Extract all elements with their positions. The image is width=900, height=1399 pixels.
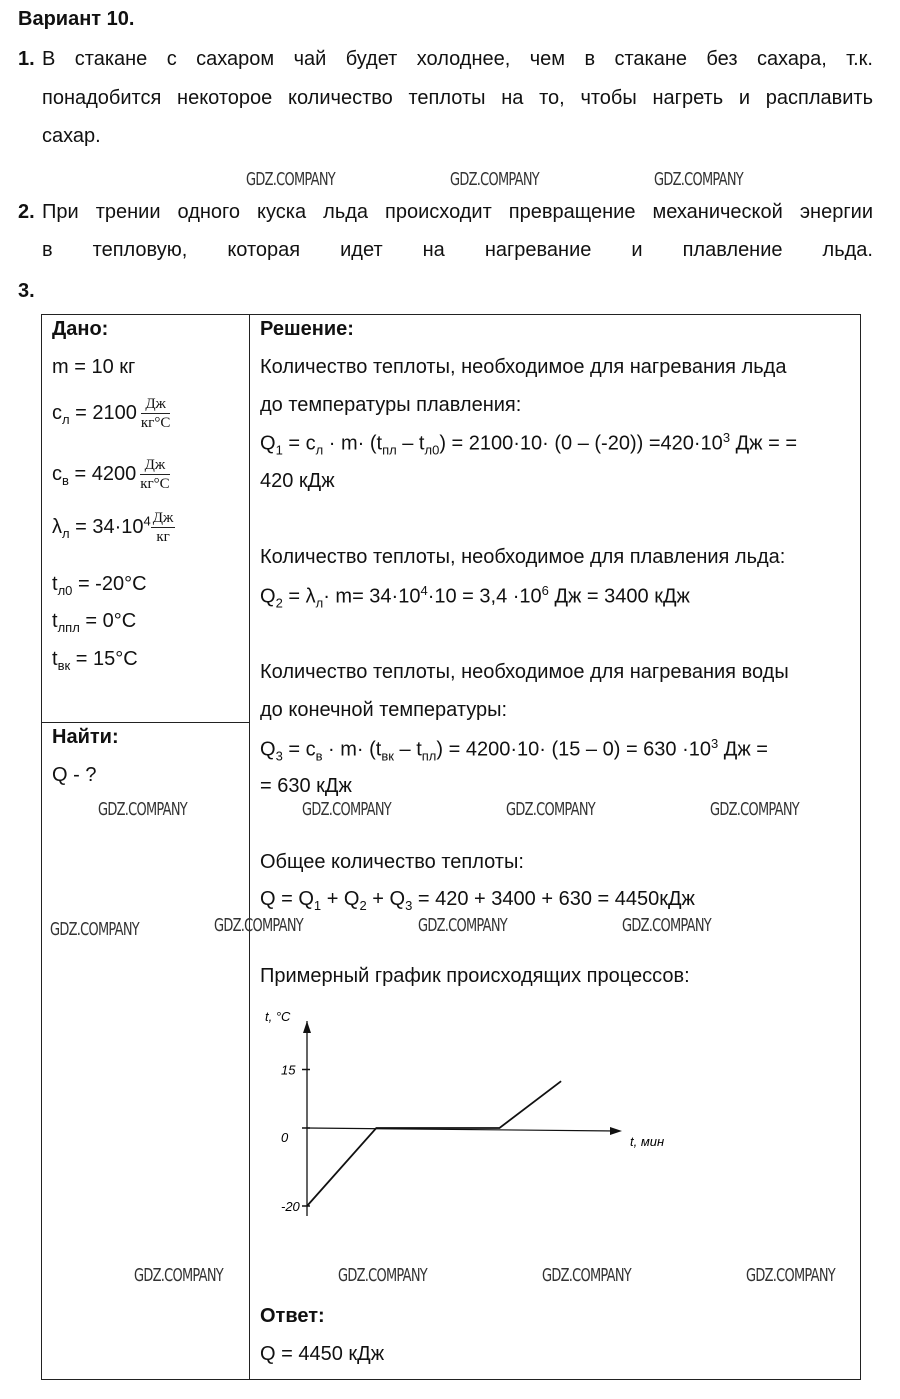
formula-q3: $Q_3 = c_в \cdot m\cdot (t_{вк} - t_{пл}) = 4200\cdot 10\cdot (15 - 0) = 630 \cdot 10^3$ Дж = <box>260 736 768 764</box>
given-m: m = 10 кг <box>52 356 136 378</box>
given-tfinal: $t_{вк} = 15^\circ C$ <box>52 648 138 673</box>
watermark: GDZ.COMPANY <box>418 915 507 936</box>
answer-value: Q = 4450 кДж <box>260 1343 385 1365</box>
graph-caption: Примерный график происходящих процессов: <box>260 965 690 987</box>
y-tick-label: 0 <box>281 1130 289 1145</box>
y-tick-label: -20 <box>281 1199 300 1214</box>
watermark: GDZ.COMPANY <box>506 799 595 820</box>
q1-number: 1. <box>18 48 35 70</box>
q2-line2: в тепловую, которая идет на нагревание и плавление льда. <box>42 239 873 261</box>
formula-q2: $Q_2 = \lambda_л\cdot m= 34\cdot 10^4\cdot 10 = 3,4 \cdot 10^6$ Дж = 3400 кДж <box>260 583 690 611</box>
x-axis-arrow <box>610 1127 622 1135</box>
given-c-water: $c_в = 4200$ $\frac{Дж}{кг^\circ C}$ <box>52 457 170 492</box>
formula-total: $Q = Q_1 + Q_2 + Q_3 = 420 + 3400 + 630 = 4450кДж$ <box>260 888 695 913</box>
watermark: GDZ.COMPANY <box>622 915 711 936</box>
watermark: GDZ.COMPANY <box>50 919 139 940</box>
watermark: GDZ.COMPANY <box>450 169 539 190</box>
watermark: GDZ.COMPANY <box>214 915 303 936</box>
y-axis-arrow <box>303 1021 311 1033</box>
given-cell <box>42 315 249 722</box>
watermark: GDZ.COMPANY <box>302 799 391 820</box>
watermark: GDZ.COMPANY <box>134 1265 223 1286</box>
watermark: GDZ.COMPANY <box>542 1265 631 1286</box>
given-t0: $t_{л0} = -20^\circ C$ <box>52 573 147 598</box>
solution-heading: Решение: <box>260 318 354 340</box>
answer-heading: Ответ: <box>260 1305 325 1327</box>
step3-text2: до конечной температуры: <box>260 699 508 721</box>
step4-text: Общее количество теплоты: <box>260 851 524 873</box>
variant-title: Вариант 10. <box>18 8 135 30</box>
find-heading: Найти: <box>52 726 119 748</box>
formula-q3-result: = 630 кДж <box>260 775 352 797</box>
given-heading: Дано: <box>52 318 109 340</box>
temperature-graph <box>260 1005 700 1220</box>
watermark: GDZ.COMPANY <box>246 169 335 190</box>
q1-line2: понадобится некоторое количество теплоты на то, чтобы нагреть и расплавить <box>42 87 873 109</box>
watermark: GDZ.COMPANY <box>98 799 187 820</box>
find-q: Q - ? <box>52 764 97 786</box>
y-axis-label: t, °C <box>265 1009 291 1024</box>
watermark: GDZ.COMPANY <box>746 1265 835 1286</box>
given-tmelt: $t_{лпл} = 0^\circ C$ <box>52 610 137 635</box>
watermark: GDZ.COMPANY <box>654 169 743 190</box>
formula-q1: $Q_1 = c_л \cdot m\cdot (t_{пл} - t_{л0}) = 2100\cdot 10\cdot (0 - (-20)) =420\cdot 10^3$ Дж = = <box>260 430 797 458</box>
solution-table <box>41 314 861 1380</box>
q1-line3: сахар. <box>42 125 101 147</box>
step1-text: Количество теплоты, необходимое для нагревания льда <box>260 356 787 378</box>
q2-number: 2. <box>18 201 35 223</box>
temperature-line <box>307 1081 561 1206</box>
x-axis-label: t, мин <box>630 1134 665 1149</box>
step3-text: Количество теплоты, необходимое для нагревания воды <box>260 661 789 683</box>
step2-text: Количество теплоты, необходимое для плавления льда: <box>260 546 786 568</box>
q1-line1: В стакане с сахаром чай будет холоднее, чем в стакане без сахара, т.к. <box>42 48 873 70</box>
q3-number: 3. <box>18 280 35 302</box>
step1-text2: до температуры плавления: <box>260 394 522 416</box>
formula-q1-result: 420 кДж <box>260 470 335 492</box>
q2-line1: При трении одного куска льда происходит превращение механической энергии <box>42 201 873 223</box>
y-tick-label: 15 <box>281 1062 296 1078</box>
solution-cell <box>250 315 860 1379</box>
given-c-ice: $c_л = 2100$ $\frac{Дж}{кг^\circ C}$ <box>52 396 171 431</box>
given-lambda: $\lambda_л = 34\cdot 10^4$ $\frac{Дж}{кг}$ <box>52 510 174 545</box>
watermark: GDZ.COMPANY <box>710 799 799 820</box>
watermark: GDZ.COMPANY <box>338 1265 427 1286</box>
